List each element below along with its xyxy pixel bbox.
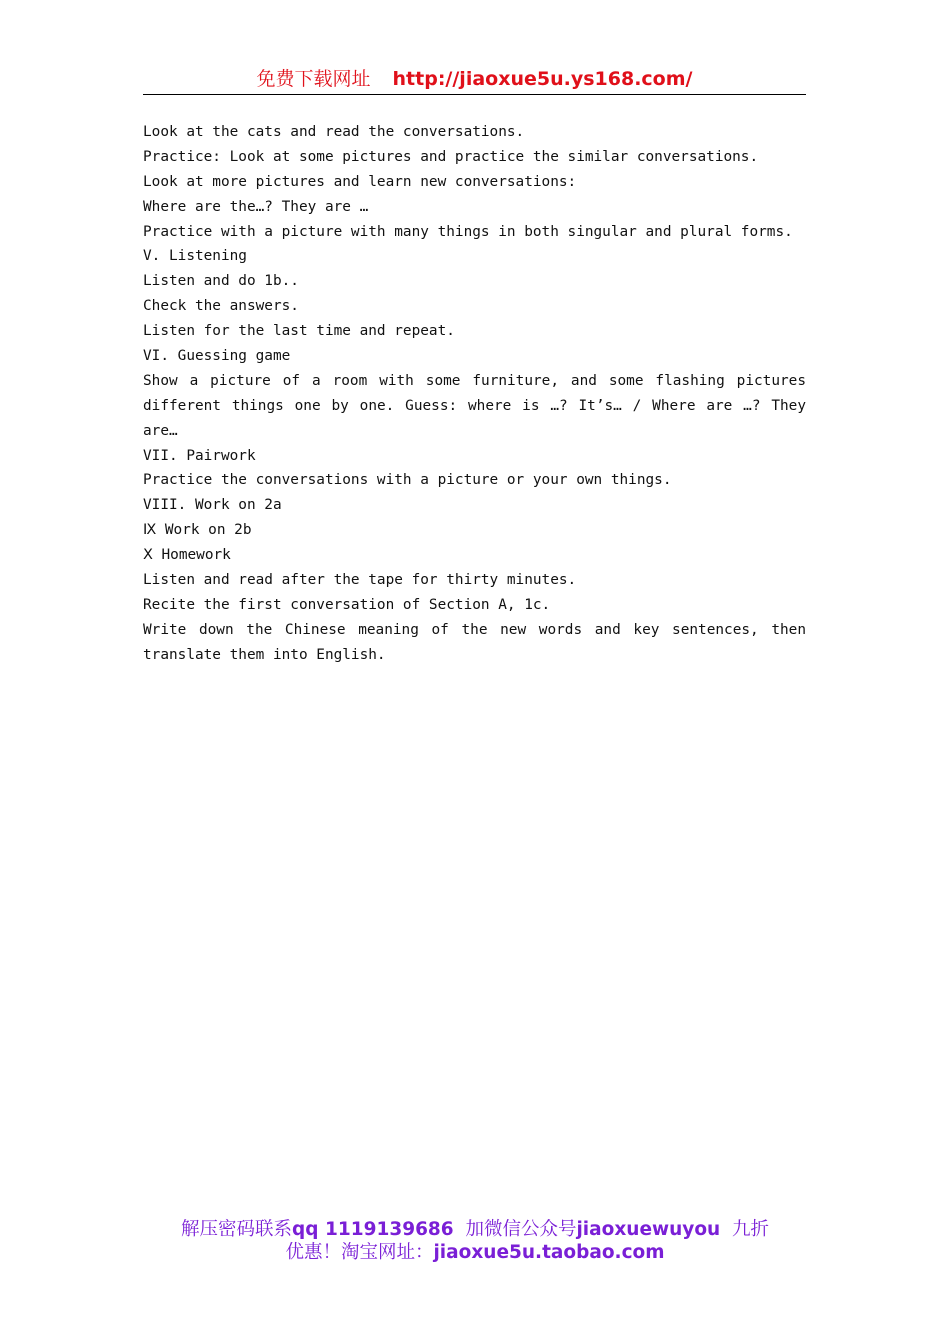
text-line: Practice the conversations with a picture or your own things. <box>143 472 672 489</box>
section-heading: Ⅹ Homework <box>143 547 231 564</box>
footer-discount: 九折 <box>731 1219 769 1240</box>
section-heading: VIII. Work on 2a <box>143 497 282 514</box>
text-line: Listen and do 1b.. <box>143 273 299 290</box>
text-line: are… <box>143 422 178 439</box>
footer-line-2 <box>100 1241 850 1264</box>
section-heading: VII. Pairwork <box>143 447 256 464</box>
text-line: Look at more pictures and learn new conversations: <box>143 173 577 190</box>
text-line: Check the answers. <box>143 298 299 315</box>
footer-shop-label: 优惠！淘宝网址： <box>285 1242 434 1263</box>
footer-wechat-label: 加微信公众号 <box>465 1219 577 1240</box>
header-site-name: 免费下载网址 <box>256 68 371 90</box>
section-heading: Ⅸ Work on 2b <box>143 522 252 539</box>
lesson-body <box>143 120 806 668</box>
footer-line-1 <box>100 1218 850 1241</box>
section-heading: V. Listening <box>143 248 247 265</box>
text-line: Write down the Chinese meaning of the new words and key sentences, then <box>143 621 806 638</box>
footer-wechat-id: jiaoxuewuyou <box>576 1219 721 1240</box>
text-line: Practice with a picture with many things in both singular and plural forms. <box>143 223 793 240</box>
text-line: translate them into English. <box>143 646 386 663</box>
section-heading: VI. Guessing game <box>143 348 291 365</box>
footer-shop-link[interactable]: jiaoxue5u.taobao.com <box>433 1242 665 1263</box>
text-line: Practice: Look at some pictures and practice the similar conversations. <box>143 148 759 165</box>
text-line: Look at the cats and read the conversations. <box>143 124 525 140</box>
text-line: Listen and read after the tape for thirty minutes. <box>143 572 577 589</box>
footer-qq: qq 1119139686 <box>292 1219 454 1240</box>
text-line: Where are the…? They are … <box>143 198 369 215</box>
page-header <box>143 64 806 95</box>
text-line: Recite the first conversation of Section A, 1c. <box>143 596 551 613</box>
header-url-link[interactable]: http://jiaoxue5u.ys168.com/ <box>392 68 693 90</box>
footer-contact-label: 解压密码联系 <box>181 1219 293 1240</box>
text-line: Show a picture of a room with some furniture, and some flashing pictures <box>143 372 806 389</box>
page-footer <box>100 1218 850 1264</box>
text-line: Listen for the last time and repeat. <box>143 323 455 340</box>
text-line: different things one by one. Guess: where is …? It’s… / Where are …? They <box>143 397 806 414</box>
